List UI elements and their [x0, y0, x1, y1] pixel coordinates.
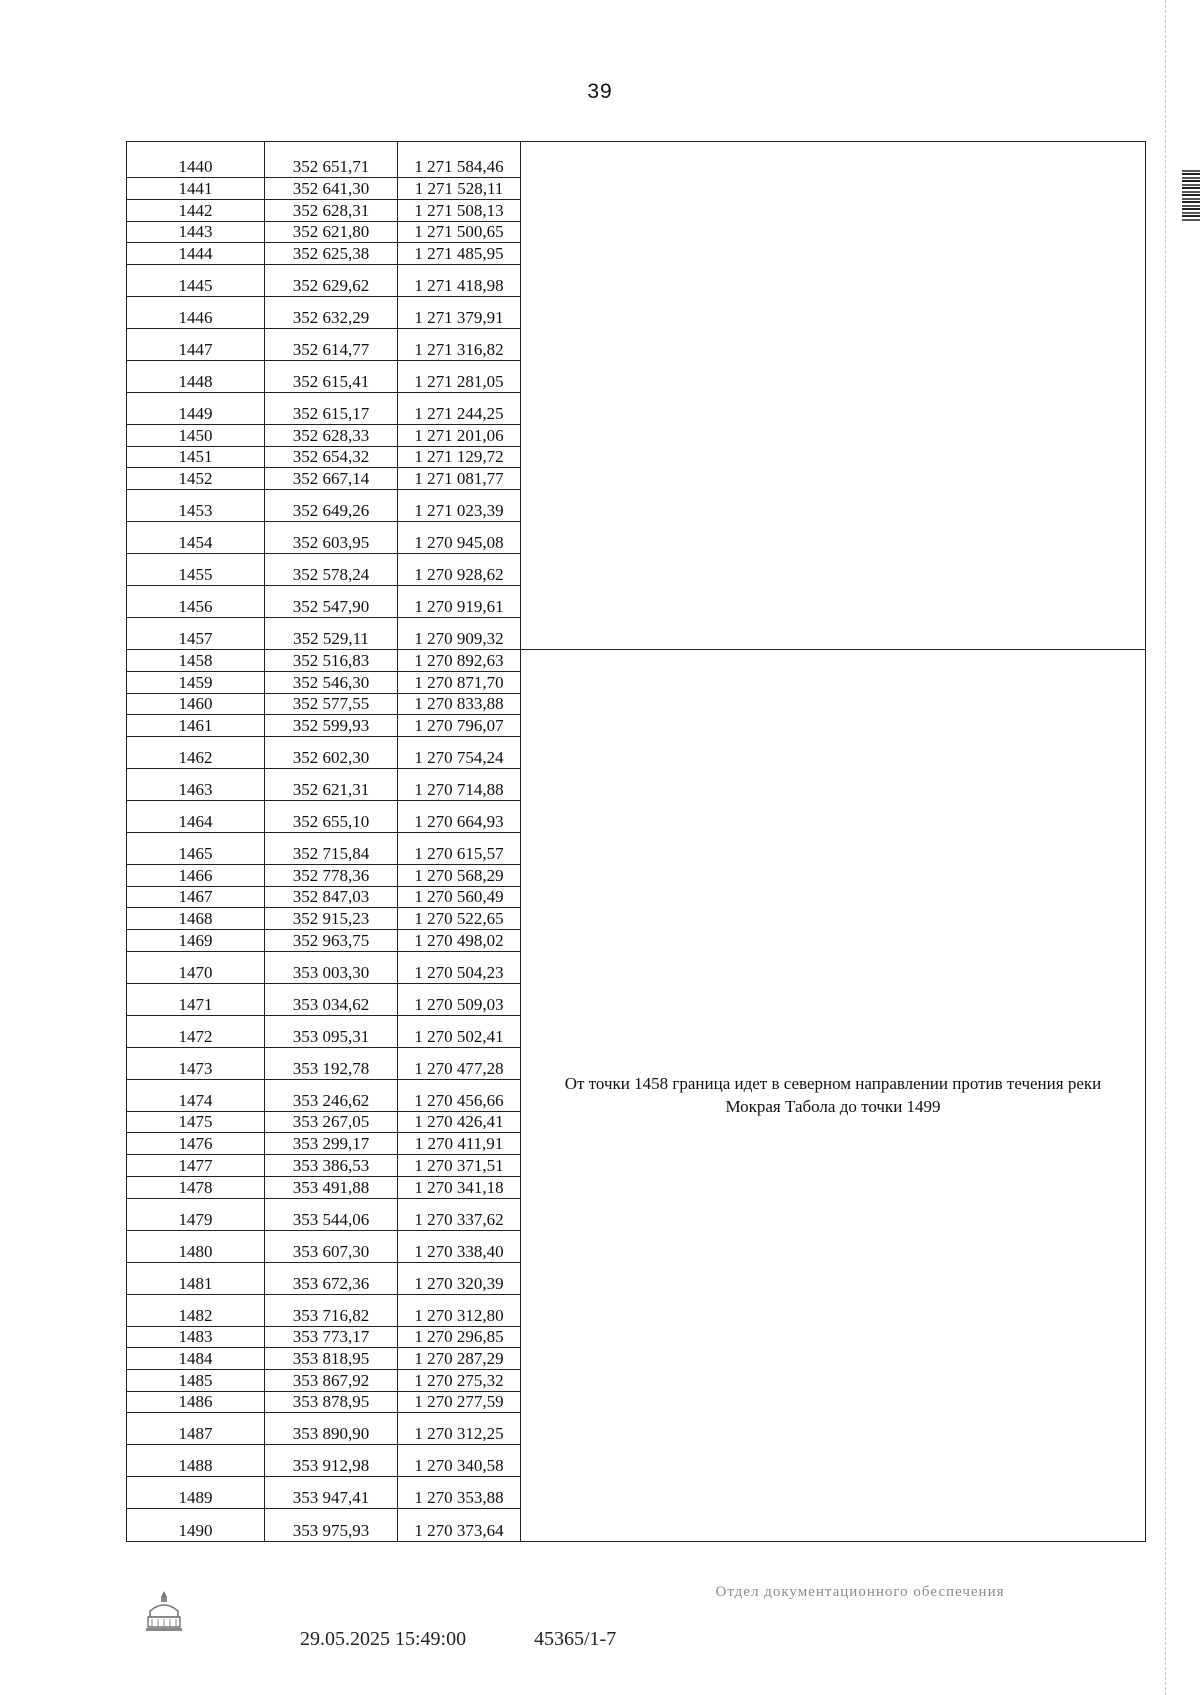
y-coordinate-cell: 1 270 919,61	[398, 586, 521, 618]
x-coordinate-cell: 353 947,41	[265, 1477, 398, 1509]
point-number-cell: 1451	[127, 446, 265, 468]
point-number-cell: 1483	[127, 1326, 265, 1348]
y-coordinate-cell: 1 271 129,72	[398, 446, 521, 468]
y-coordinate-cell: 1 270 498,02	[398, 930, 521, 952]
x-coordinate-cell: 352 615,17	[265, 392, 398, 424]
point-number-cell: 1466	[127, 864, 265, 886]
page-number: 39	[587, 80, 613, 103]
y-coordinate-cell: 1 271 418,98	[398, 264, 521, 296]
y-coordinate-cell: 1 270 353,88	[398, 1477, 521, 1509]
x-coordinate-cell: 352 715,84	[265, 832, 398, 864]
x-coordinate-cell: 352 628,33	[265, 424, 398, 446]
point-number-cell: 1448	[127, 360, 265, 392]
footer-document-number: 45365/1-7	[534, 1628, 617, 1650]
point-number-cell: 1472	[127, 1015, 265, 1047]
point-number-cell: 1477	[127, 1155, 265, 1177]
x-coordinate-cell: 352 629,62	[265, 264, 398, 296]
y-coordinate-cell: 1 270 371,51	[398, 1155, 521, 1177]
point-number-cell: 1471	[127, 983, 265, 1015]
point-number-cell: 1464	[127, 800, 265, 832]
point-number-cell: 1479	[127, 1198, 265, 1230]
point-number-cell: 1455	[127, 554, 265, 586]
x-coordinate-cell: 352 628,31	[265, 199, 398, 221]
x-coordinate-cell: 352 963,75	[265, 930, 398, 952]
upper-description-cell	[521, 142, 1146, 650]
x-coordinate-cell: 353 034,62	[265, 983, 398, 1015]
y-coordinate-cell: 1 270 504,23	[398, 951, 521, 983]
point-number-cell: 1488	[127, 1445, 265, 1477]
x-coordinate-cell: 353 878,95	[265, 1391, 398, 1413]
x-coordinate-cell: 353 912,98	[265, 1445, 398, 1477]
point-number-cell: 1452	[127, 468, 265, 490]
y-coordinate-cell: 1 270 277,59	[398, 1391, 521, 1413]
x-coordinate-cell: 352 529,11	[265, 618, 398, 650]
point-number-cell: 1484	[127, 1348, 265, 1370]
y-coordinate-cell: 1 270 338,40	[398, 1230, 521, 1262]
y-coordinate-cell: 1 270 411,91	[398, 1133, 521, 1155]
y-coordinate-cell: 1 270 320,39	[398, 1262, 521, 1294]
y-coordinate-cell: 1 270 341,18	[398, 1176, 521, 1198]
coordinates-table-body	[127, 142, 1146, 1542]
y-coordinate-cell: 1 270 426,41	[398, 1111, 521, 1133]
x-coordinate-cell: 352 516,83	[265, 650, 398, 672]
point-number-cell: 1460	[127, 693, 265, 715]
x-coordinate-cell: 352 778,36	[265, 864, 398, 886]
point-number-cell: 1446	[127, 296, 265, 328]
table-row	[127, 142, 1146, 178]
point-number-cell: 1456	[127, 586, 265, 618]
scan-edge-marks	[1165, 0, 1186, 1695]
point-number-cell: 1463	[127, 768, 265, 800]
point-number-cell: 1443	[127, 221, 265, 243]
point-number-cell: 1447	[127, 328, 265, 360]
x-coordinate-cell: 353 095,31	[265, 1015, 398, 1047]
y-coordinate-cell: 1 270 477,28	[398, 1047, 521, 1079]
coordinates-table	[126, 141, 1146, 1542]
point-number-cell: 1468	[127, 908, 265, 930]
x-coordinate-cell: 352 614,77	[265, 328, 398, 360]
point-number-cell: 1487	[127, 1413, 265, 1445]
y-coordinate-cell: 1 270 871,70	[398, 671, 521, 693]
y-coordinate-cell: 1 270 509,03	[398, 983, 521, 1015]
y-coordinate-cell: 1 270 568,29	[398, 864, 521, 886]
x-coordinate-cell: 352 621,80	[265, 221, 398, 243]
point-number-cell: 1486	[127, 1391, 265, 1413]
y-coordinate-cell: 1 270 522,65	[398, 908, 521, 930]
x-coordinate-cell: 353 975,93	[265, 1509, 398, 1542]
x-coordinate-cell: 352 599,93	[265, 715, 398, 737]
y-coordinate-cell: 1 270 337,62	[398, 1198, 521, 1230]
footer-datetime: 29.05.2025 15:49:00	[300, 1628, 467, 1650]
point-number-cell: 1485	[127, 1369, 265, 1391]
point-number-cell: 1450	[127, 424, 265, 446]
x-coordinate-cell: 352 655,10	[265, 800, 398, 832]
y-coordinate-cell: 1 271 485,95	[398, 243, 521, 265]
y-coordinate-cell: 1 271 244,25	[398, 392, 521, 424]
x-coordinate-cell: 352 577,55	[265, 693, 398, 715]
point-number-cell: 1480	[127, 1230, 265, 1262]
y-coordinate-cell: 1 270 340,58	[398, 1445, 521, 1477]
y-coordinate-cell: 1 271 081,77	[398, 468, 521, 490]
x-coordinate-cell: 353 299,17	[265, 1133, 398, 1155]
y-coordinate-cell: 1 270 456,66	[398, 1079, 521, 1111]
y-coordinate-cell: 1 271 379,91	[398, 296, 521, 328]
y-coordinate-cell: 1 271 500,65	[398, 221, 521, 243]
point-number-cell: 1457	[127, 618, 265, 650]
x-coordinate-cell: 353 267,05	[265, 1111, 398, 1133]
x-coordinate-cell: 352 915,23	[265, 908, 398, 930]
point-number-cell: 1473	[127, 1047, 265, 1079]
x-coordinate-cell: 353 867,92	[265, 1369, 398, 1391]
y-coordinate-cell: 1 270 714,88	[398, 768, 521, 800]
y-coordinate-cell: 1 270 502,41	[398, 1015, 521, 1047]
y-coordinate-cell: 1 271 584,46	[398, 142, 521, 178]
point-number-cell: 1470	[127, 951, 265, 983]
x-coordinate-cell: 352 667,14	[265, 468, 398, 490]
x-coordinate-cell: 352 546,30	[265, 671, 398, 693]
point-number-cell: 1449	[127, 392, 265, 424]
x-coordinate-cell: 353 003,30	[265, 951, 398, 983]
x-coordinate-cell: 352 603,95	[265, 522, 398, 554]
point-number-cell: 1458	[127, 650, 265, 672]
emblem-icon	[140, 1587, 188, 1635]
point-number-cell: 1489	[127, 1477, 265, 1509]
x-coordinate-cell: 352 651,71	[265, 142, 398, 178]
point-number-cell: 1453	[127, 490, 265, 522]
x-coordinate-cell: 352 602,30	[265, 736, 398, 768]
x-coordinate-cell: 352 621,31	[265, 768, 398, 800]
point-number-cell: 1441	[127, 178, 265, 200]
y-coordinate-cell: 1 270 664,93	[398, 800, 521, 832]
x-coordinate-cell: 352 615,41	[265, 360, 398, 392]
x-coordinate-cell: 353 672,36	[265, 1262, 398, 1294]
y-coordinate-cell: 1 271 023,39	[398, 490, 521, 522]
lower-description-cell: От точки 1458 граница идет в северном направлении против течения реки Мокрая Табола до точки 1499	[521, 650, 1146, 1542]
x-coordinate-cell: 352 649,26	[265, 490, 398, 522]
x-coordinate-cell: 353 773,17	[265, 1326, 398, 1348]
y-coordinate-cell: 1 271 281,05	[398, 360, 521, 392]
point-number-cell: 1440	[127, 142, 265, 178]
y-coordinate-cell: 1 270 560,49	[398, 886, 521, 908]
x-coordinate-cell: 352 641,30	[265, 178, 398, 200]
point-number-cell: 1474	[127, 1079, 265, 1111]
point-number-cell: 1465	[127, 832, 265, 864]
x-coordinate-cell: 352 625,38	[265, 243, 398, 265]
y-coordinate-cell: 1 270 373,64	[398, 1509, 521, 1542]
y-coordinate-cell: 1 270 796,07	[398, 715, 521, 737]
point-number-cell: 1482	[127, 1294, 265, 1326]
footer-department-stamp: Отдел документационного обеспечения	[715, 1584, 1005, 1600]
point-number-cell: 1478	[127, 1176, 265, 1198]
y-coordinate-cell: 1 270 909,32	[398, 618, 521, 650]
x-coordinate-cell: 353 192,78	[265, 1047, 398, 1079]
x-coordinate-cell: 353 607,30	[265, 1230, 398, 1262]
y-coordinate-cell: 1 270 287,29	[398, 1348, 521, 1370]
x-coordinate-cell: 353 890,90	[265, 1413, 398, 1445]
point-number-cell: 1461	[127, 715, 265, 737]
point-number-cell: 1469	[127, 930, 265, 952]
y-coordinate-cell: 1 270 754,24	[398, 736, 521, 768]
y-coordinate-cell: 1 271 508,13	[398, 199, 521, 221]
point-number-cell: 1467	[127, 886, 265, 908]
y-coordinate-cell: 1 270 275,32	[398, 1369, 521, 1391]
x-coordinate-cell: 352 654,32	[265, 446, 398, 468]
point-number-cell: 1476	[127, 1133, 265, 1155]
y-coordinate-cell: 1 270 312,25	[398, 1413, 521, 1445]
x-coordinate-cell: 353 818,95	[265, 1348, 398, 1370]
x-coordinate-cell: 352 632,29	[265, 296, 398, 328]
point-number-cell: 1459	[127, 671, 265, 693]
x-coordinate-cell: 352 847,03	[265, 886, 398, 908]
point-number-cell: 1454	[127, 522, 265, 554]
x-coordinate-cell: 353 386,53	[265, 1155, 398, 1177]
y-coordinate-cell: 1 270 312,80	[398, 1294, 521, 1326]
point-number-cell: 1442	[127, 199, 265, 221]
y-coordinate-cell: 1 270 892,63	[398, 650, 521, 672]
x-coordinate-cell: 353 716,82	[265, 1294, 398, 1326]
point-number-cell: 1444	[127, 243, 265, 265]
point-number-cell: 1475	[127, 1111, 265, 1133]
y-coordinate-cell: 1 270 945,08	[398, 522, 521, 554]
barcode-strip	[1182, 170, 1200, 222]
point-number-cell: 1490	[127, 1509, 265, 1542]
point-number-cell: 1445	[127, 264, 265, 296]
x-coordinate-cell: 353 246,62	[265, 1079, 398, 1111]
y-coordinate-cell: 1 270 833,88	[398, 693, 521, 715]
x-coordinate-cell: 352 547,90	[265, 586, 398, 618]
x-coordinate-cell: 353 491,88	[265, 1176, 398, 1198]
point-number-cell: 1481	[127, 1262, 265, 1294]
y-coordinate-cell: 1 271 316,82	[398, 328, 521, 360]
x-coordinate-cell: 353 544,06	[265, 1198, 398, 1230]
point-number-cell: 1462	[127, 736, 265, 768]
y-coordinate-cell: 1 271 528,11	[398, 178, 521, 200]
y-coordinate-cell: 1 270 928,62	[398, 554, 521, 586]
table-row	[127, 650, 1146, 672]
y-coordinate-cell: 1 270 615,57	[398, 832, 521, 864]
y-coordinate-cell: 1 271 201,06	[398, 424, 521, 446]
y-coordinate-cell: 1 270 296,85	[398, 1326, 521, 1348]
x-coordinate-cell: 352 578,24	[265, 554, 398, 586]
